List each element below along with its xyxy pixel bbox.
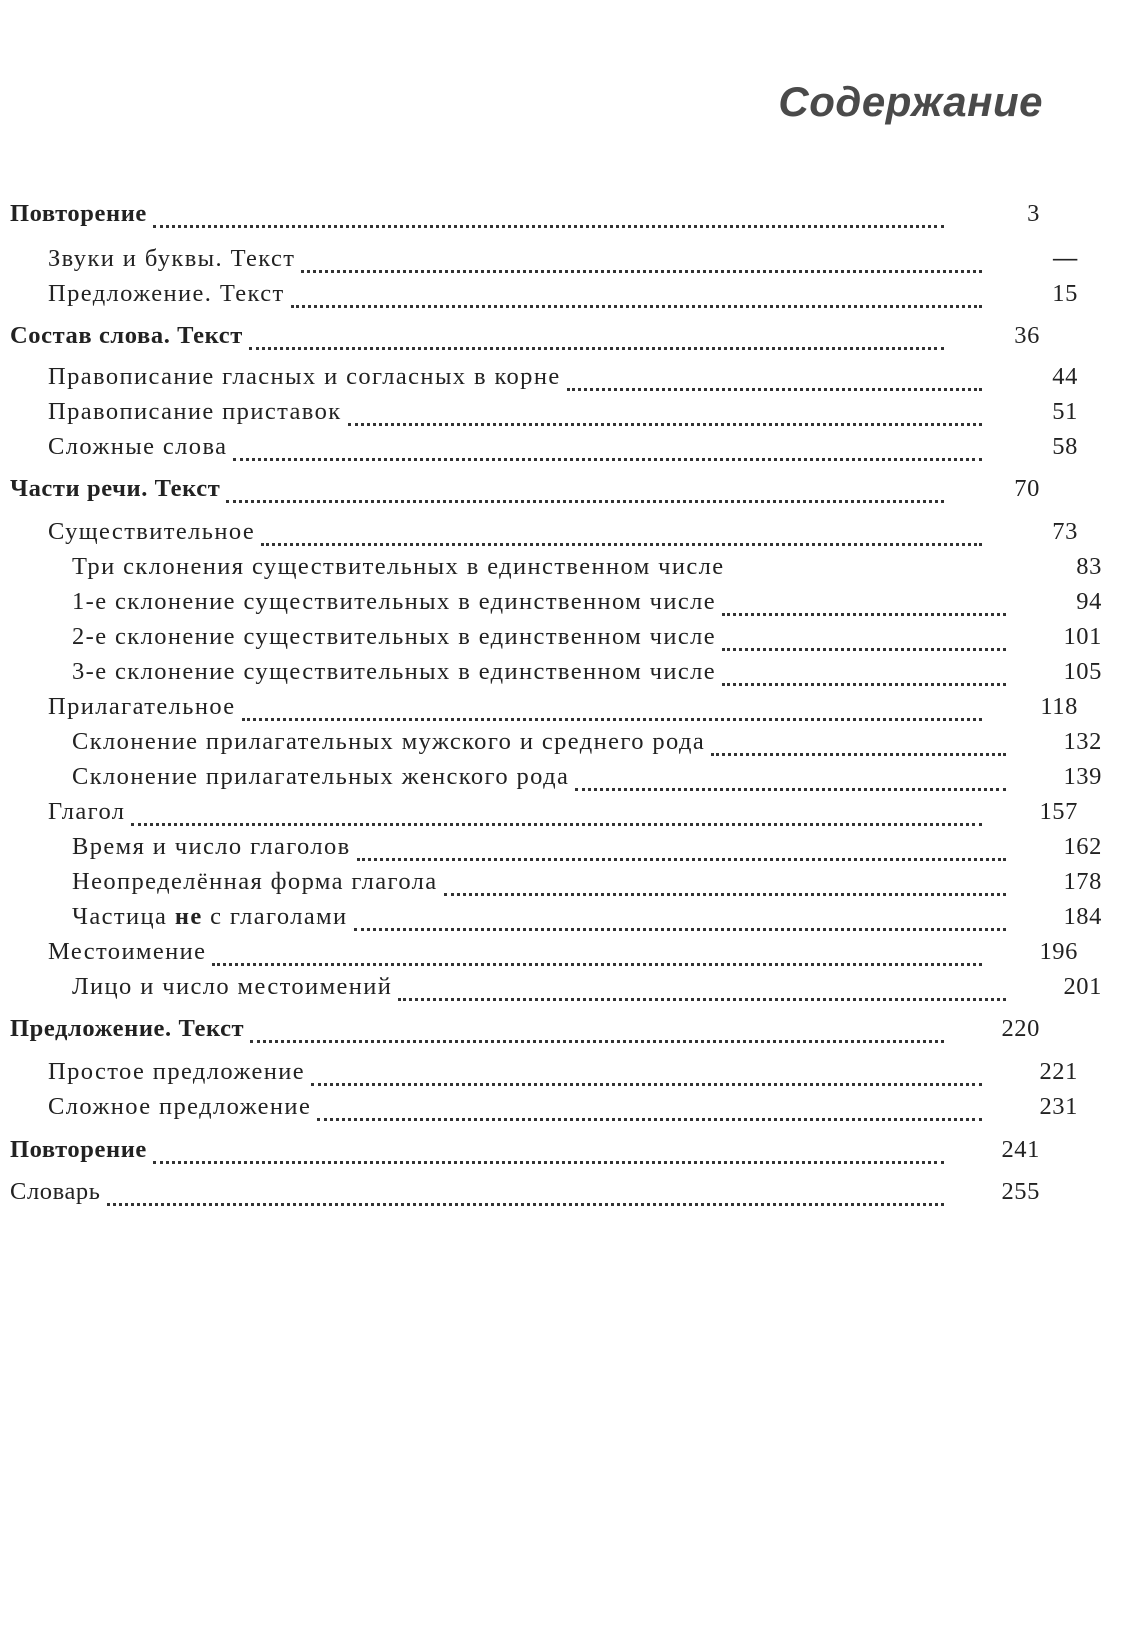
toc-entry-page: 220 [1001,1015,1040,1042]
toc-entry-page: — [1052,245,1078,272]
toc-entry-label: Повторение [10,200,147,227]
dot-leader [722,642,1006,651]
toc-entry-label: Предложение. Текст [48,280,285,307]
dot-leader [722,677,1006,686]
toc-entry-label: Три склонения существительных в единственном числе [72,553,725,580]
toc-subsection-entry[interactable] [10,798,1078,832]
toc-entry-page: 58 [1052,433,1078,460]
toc-entry-label: Местоимение [48,938,207,965]
toc-entry-page: 70 [1014,475,1040,502]
toc-entry-page: 178 [1063,868,1102,895]
toc-entry-label: 2-е склонение существительных в единственном числе [72,623,717,650]
dot-leader [398,992,1006,1001]
toc-entry-page: 221 [1039,1058,1078,1085]
dot-leader [153,1155,944,1164]
dot-leader [357,852,1006,861]
toc-subsubsection-entry[interactable] [10,588,1102,622]
toc-section-entry[interactable] [10,322,1040,356]
toc-subsubsection-entry[interactable] [10,833,1102,867]
toc-entry-page: 162 [1063,833,1102,860]
toc-subsection-entry[interactable] [10,938,1078,972]
toc-subsection-entry[interactable] [10,1058,1078,1092]
toc-entry-page: 184 [1063,903,1102,930]
toc-entry-page: 132 [1063,728,1102,755]
toc-entry-label: Состав слова. Текст [10,322,243,349]
dot-leader [354,922,1006,931]
table-of-contents [10,0,1102,1645]
dot-leader [731,572,1006,581]
toc-entry-label-pre: Частица [72,903,175,930]
toc-subsection-entry[interactable] [10,1093,1078,1127]
toc-entry-page: 73 [1052,518,1078,545]
toc-entry-page: 15 [1052,280,1078,307]
toc-entry-page: 101 [1063,623,1102,650]
toc-entry-label: Звуки и буквы. Текст [48,245,296,272]
toc-entry-page: 51 [1052,398,1078,425]
toc-entry-page: 94 [1076,588,1102,615]
toc-subsection-entry[interactable] [10,433,1078,467]
toc-entry-label: Правописание гласных и согласных в корне [48,363,561,390]
toc-entry-page: 36 [1014,322,1040,349]
toc-entry-label: Глагол [48,798,126,825]
toc-entry-label: Лицо и число местоимений [72,973,393,1000]
toc-entry-label: Прилагательное [48,693,236,720]
toc-entry-label: Повторение [10,1136,147,1163]
dot-leader [249,341,944,350]
toc-entry-label: Существительное [48,518,256,545]
toc-subsubsection-entry[interactable] [10,973,1102,1007]
dot-leader [722,607,1006,616]
toc-entry-page: 139 [1063,763,1102,790]
toc-entry-page: 105 [1063,658,1102,685]
dot-leader [348,417,982,426]
toc-subsubsection-entry[interactable] [10,903,1102,937]
toc-subsection-entry[interactable] [10,245,1078,279]
toc-section-entry[interactable] [10,1136,1040,1170]
toc-subsubsection-entry[interactable] [10,658,1102,692]
toc-entry-page: 3 [1027,200,1040,227]
toc-entry-label: Неопределённая форма глагола [72,868,438,895]
toc-subsection-entry[interactable] [10,398,1078,432]
toc-entry-page: 118 [1040,693,1078,720]
dot-leader [250,1034,944,1043]
toc-entry-page: 231 [1039,1093,1078,1120]
toc-entry-label: Сложное предложение [48,1093,312,1120]
toc-entry-label: Словарь [10,1178,101,1205]
dot-leader [212,957,982,966]
dot-leader [444,887,1006,896]
toc-entry-label: Предложение. Текст [10,1015,245,1042]
toc-entry-label: Простое предложение [48,1058,306,1085]
toc-section-entry[interactable] [10,475,1040,509]
toc-subsubsection-entry[interactable] [10,623,1102,657]
toc-entry-label: Правописание приставок [48,398,342,425]
toc-entry-label: Склонение прилагательных женского рода [72,763,570,790]
toc-subsection-entry[interactable] [10,280,1078,314]
dot-leader [317,1112,982,1121]
toc-entry-label-bold: не [174,903,203,930]
dot-leader [233,452,982,461]
page-title: Содержание [778,78,1043,125]
dot-leader [575,782,1006,791]
dot-leader [153,219,944,228]
toc-entry-page: 44 [1052,363,1078,390]
toc-entry-label [72,903,348,931]
dot-leader [107,1197,944,1206]
toc-entry-label-post: с глаголами [202,903,348,930]
toc-entry-page: 241 [1001,1136,1040,1163]
dot-leader [301,264,982,273]
toc-section-entry[interactable] [10,1178,1040,1212]
toc-entry-label: Части речи. Текст [10,475,221,502]
toc-entry-label: 1-е склонение существительных в единственном числе [72,588,717,615]
toc-entry-page: 196 [1039,938,1078,965]
dot-leader [226,494,944,503]
toc-entry-label: Сложные слова [48,433,228,460]
toc-entry-label: 3-е склонение существительных в единственном числе [72,658,717,685]
toc-entry-page: 157 [1039,798,1078,825]
dot-leader [291,299,982,308]
toc-section-entry[interactable] [10,200,1040,234]
dot-leader [131,817,982,826]
toc-entry-page: 201 [1063,973,1102,1000]
toc-subsection-entry[interactable] [10,693,1078,727]
dot-leader [261,537,982,546]
toc-subsection-entry[interactable] [10,518,1078,552]
toc-section-entry[interactable] [10,1015,1040,1049]
toc-entry-label: Склонение прилагательных мужского и среднего рода [72,728,706,755]
dot-leader [567,382,982,391]
dot-leader [242,712,982,721]
toc-entry-page: 255 [1001,1178,1040,1205]
toc-entry-page: 83 [1076,553,1102,580]
toc-subsubsection-entry[interactable] [10,763,1102,797]
toc-entry-label: Время и число глаголов [72,833,351,860]
toc-subsection-entry[interactable] [10,363,1078,397]
dot-leader [711,747,1006,756]
toc-subsubsection-entry[interactable] [10,868,1102,902]
dot-leader [311,1077,982,1086]
toc-subsubsection-entry[interactable] [10,553,1102,587]
toc-subsubsection-entry[interactable] [10,728,1102,762]
